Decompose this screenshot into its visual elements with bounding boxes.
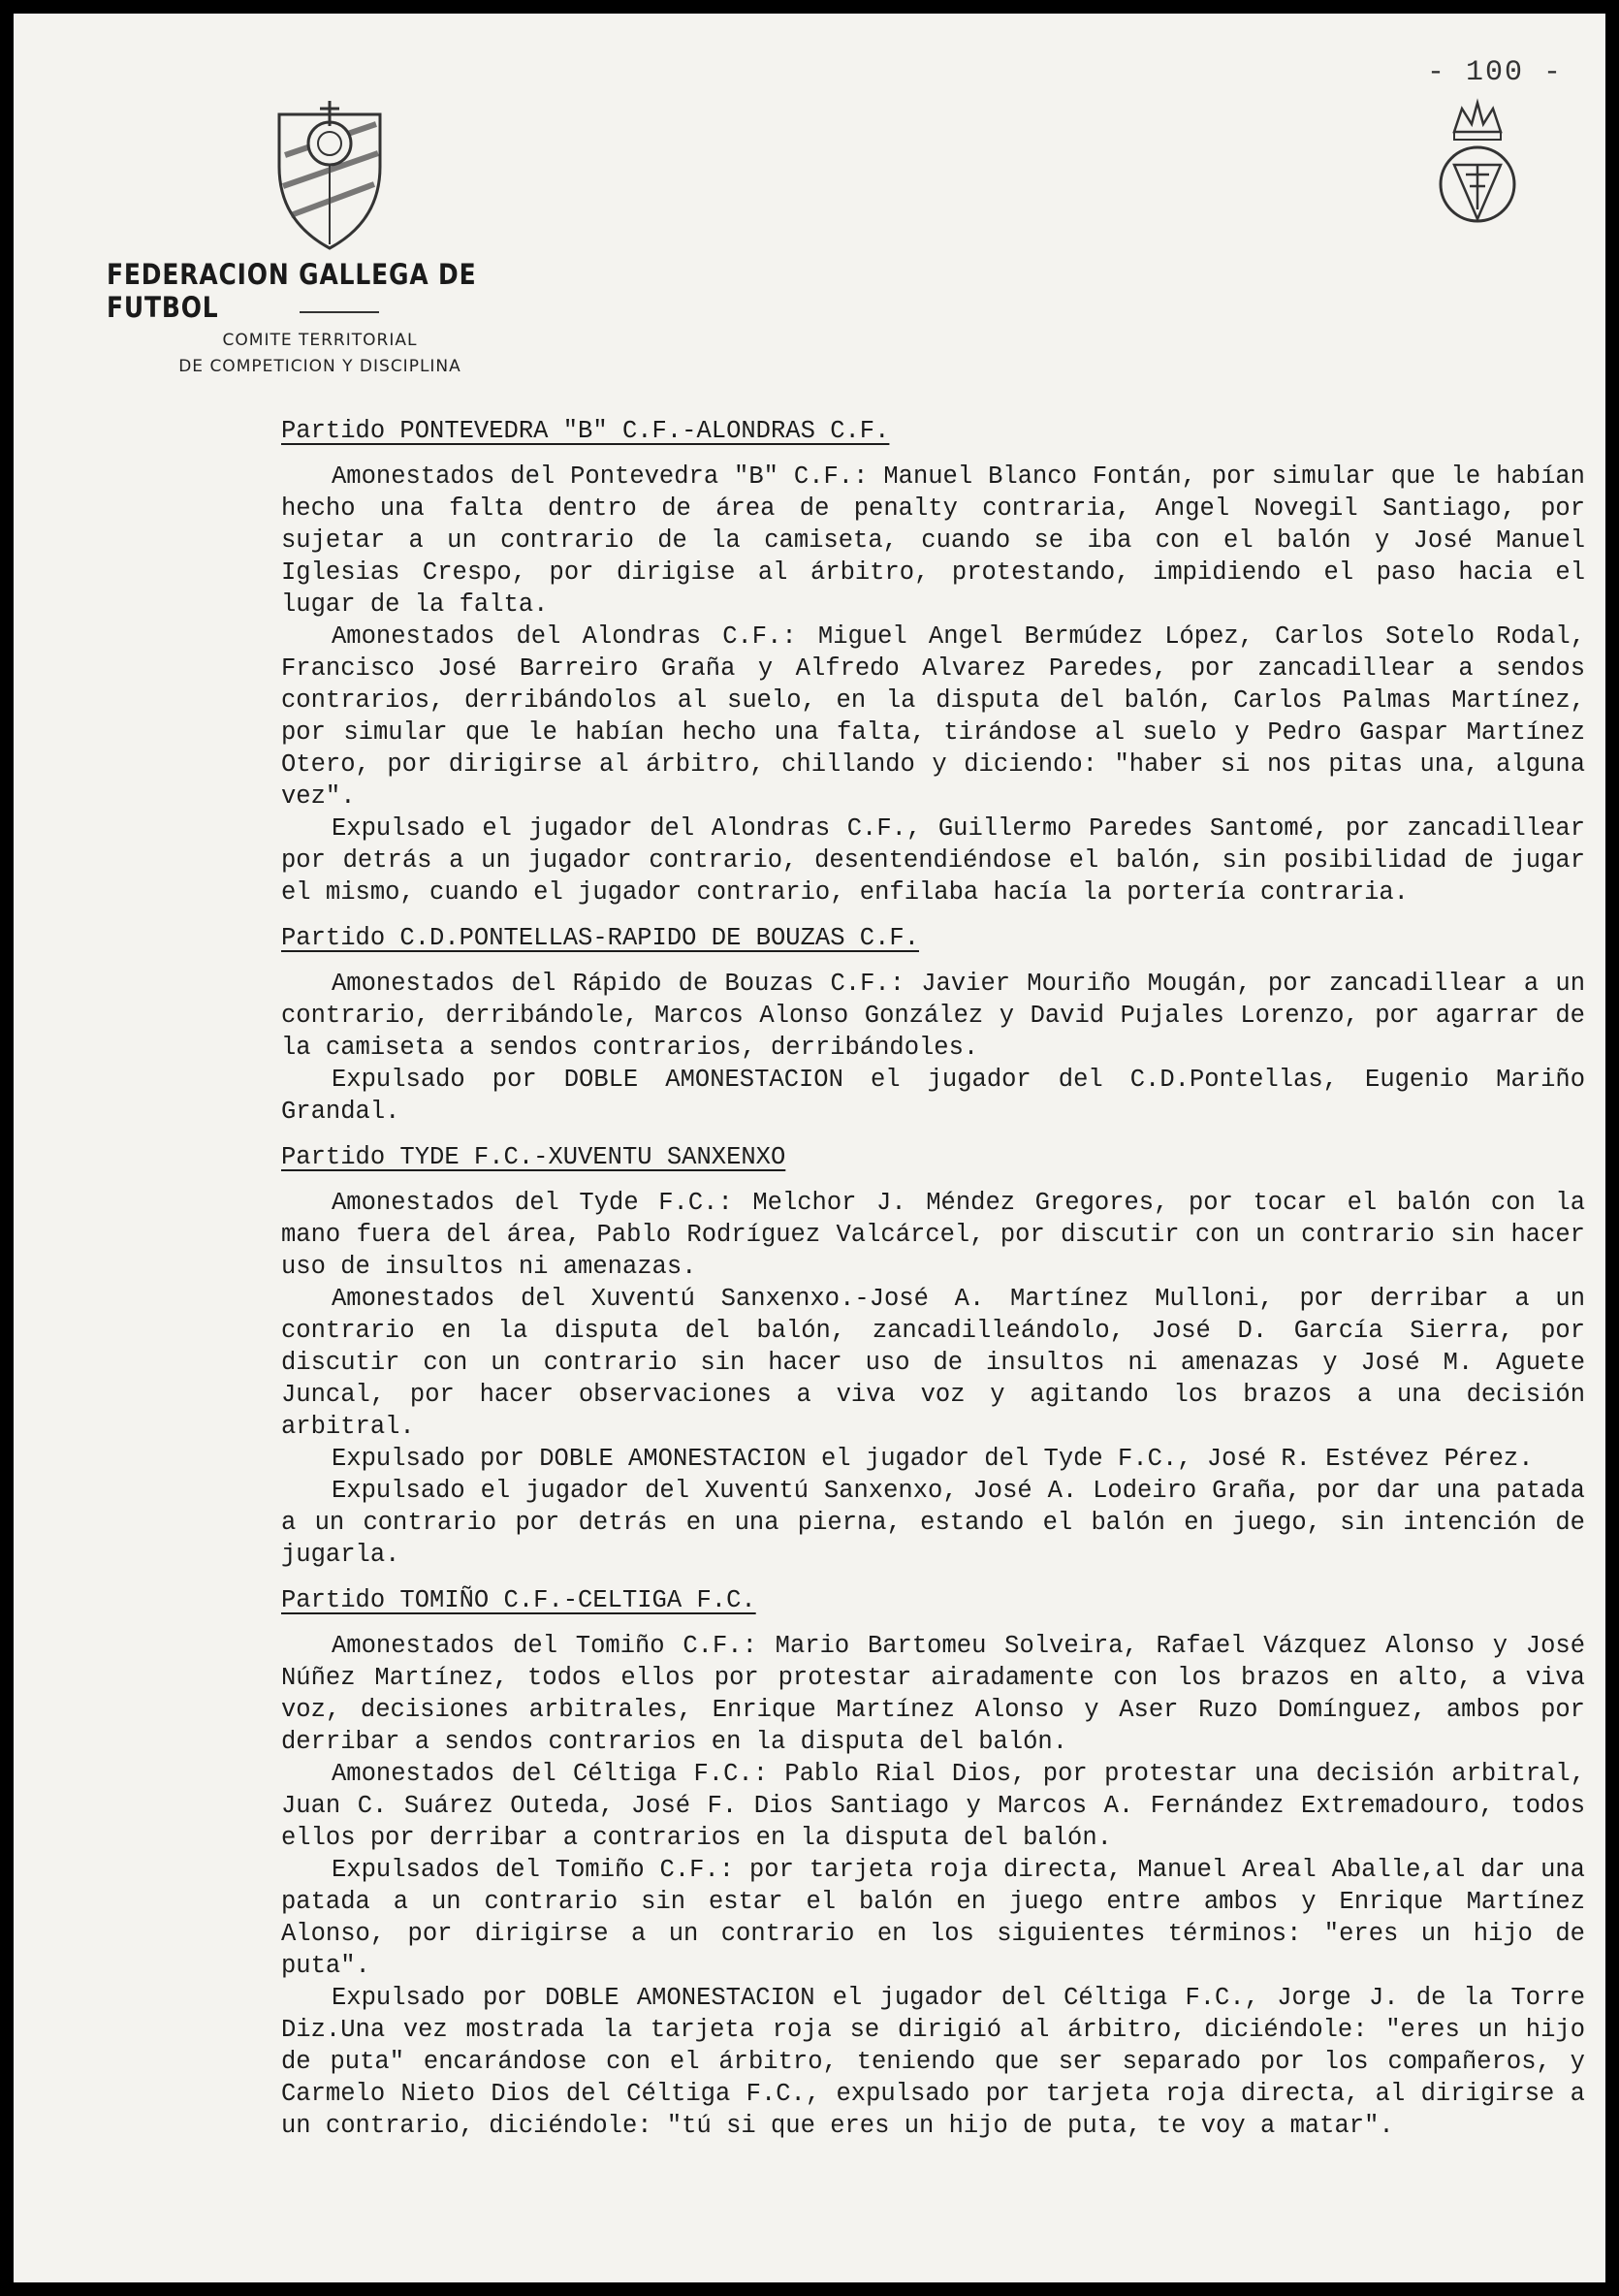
paragraph: Amonestados del Xuventú Sanxenxo.-José A. Martínez Mulloni, por derribar a un contrario en la disputa del balón, zancadilleándolo, José D. García Sierra, por discutir con un contrario sin hacer uso de insultos ni amenazas y José M. Aguete Juncal, por hacer observaciones a viva voz y agitando los brazos a una decisión arbitral. (281, 1285, 1585, 1441)
paragraph: Amonestados del Tyde F.C.: Melchor J. Méndez Gregores, por tocar el balón con la mano fuera del área, Pablo Rodríguez Valcárcel, por discutir con un contrario sin hacer uso de insultos ni amenazas. (281, 1189, 1585, 1281)
paragraph: Amonestados del Pontevedra "B" C.F.: Manuel Blanco Fontán, por simular que le habían hecho una falta dentro de área de penalty contraria, Angel Novegil Santiago, por sujetar a un contrario de la camiseta, cuando se iba con el balón y José Manuel Iglesias Crespo, por dirigise al árbitro, protestando, impidiendo el paso hacia el lugar de la falta. (281, 462, 1585, 619)
match-title: Partido TOMIÑO C.F.-CELTIGA F.C. (281, 1586, 756, 1614)
committee-name (97, 328, 543, 380)
paragraph: Expulsado por DOBLE AMONESTACION el jugador del Céltiga F.C., Jorge J. de la Torre Diz.Una vez mostrada la tarjeta roja se dirigió al árbitro, diciéndole: "eres un hijo de puta" encarándose con el árbitro, teniendo que ser separado por los compañeros, y Carmelo Nieto Dios del Céltiga F.C., expulsado por tarjeta roja directa, al dirigirse a un contrario, diciéndole: "tú si que eres un hijo de puta, te voy a matar". (281, 1984, 1585, 2140)
match-section (281, 415, 1585, 909)
paragraph: Expulsado por DOBLE AMONESTACION el jugador del Tyde F.C., José R. Estévez Pérez. (332, 1445, 1534, 1473)
match-section (281, 922, 1585, 1128)
match-section (281, 1584, 1585, 2142)
match-section (281, 1141, 1585, 1571)
paragraph: Expulsado por DOBLE AMONESTACION el jugador del C.D.Pontellas, Eugenio Mariño Grandal. (281, 1066, 1585, 1126)
match-title: Partido C.D.PONTELLAS-RAPIDO DE BOUZAS C.F. (281, 924, 920, 952)
paragraph: Amonestados del Tomiño C.F.: Mario Bartomeu Solveira, Rafael Vázquez Alonso y José Núñez Martínez, todos ellos por protestar airadamente con los brazos en alto, a viva voz, decisiones arbitrales, Enrique Martínez Alonso y Aser Ruzo Domínguez, ambos por derribar a sendos contrarios en la disputa del balón. (281, 1632, 1585, 1756)
paragraph: Expulsado el jugador del Xuventú Sanxenxo, José A. Lodeiro Graña, por dar una patada a un contrario por detrás en una pierna, estando el balón en juego, sin intención de jugarla. (281, 1477, 1585, 1569)
committee-line-2: DE COMPETICION Y DISCIPLINA (178, 357, 461, 376)
page-number: - 100 - (1426, 56, 1563, 89)
paragraph: Amonestados del Rápido de Bouzas C.F.: Javier Mouriño Mougán, por zancadillear a un contrario, derribándole, Marcos Alonso González y David Pujales Lorenzo, por agarrar de la camiseta a sendos contrarios, derribándoles. (281, 970, 1585, 1062)
match-title: Partido PONTEVEDRA "B" C.F.-ALONDRAS C.F. (281, 417, 890, 445)
federation-shield-icon (262, 97, 397, 252)
paragraph: Amonestados del Alondras C.F.: Miguel Angel Bermúdez López, Carlos Sotelo Rodal, Francisco José Barreiro Graña y Alfredo Alvarez Paredes, por zancadillear a sendos contrarios, derribándolos al suelo, en la disputa del balón, Carlos Palmas Martínez, por simular que le habían hecho una falta, tirándose al suelo y Pedro Gaspar Martínez Otero, por dirigirse al árbitro, chillando y diciendo: "haber si nos pitas una, alguna vez". (281, 622, 1585, 811)
paragraph: Expulsados del Tomiño C.F.: por tarjeta roja directa, Manuel Areal Aballe,al dar una patada a un contrario sin estar el balón en juego entre ambos y Enrique Martínez Alonso, por dirigirse a un contrario en los siguientes términos: "eres un hijo de puta". (281, 1856, 1585, 1980)
match-title: Partido TYDE F.C.-XUVENTU SANXENXO (281, 1143, 786, 1171)
paragraph: Amonestados del Céltiga F.C.: Pablo Rial Dios, por protestar una decisión arbitral, Juan C. Suárez Outeda, José F. Dios Santiago y Marcos A. Fernández Extremadouro, todos ellos por derribar a contrarios en la disputa del balón. (281, 1760, 1585, 1852)
crown-emblem-icon (1433, 95, 1522, 231)
document-body (281, 415, 1585, 2155)
paragraph: Expulsado el jugador del Alondras C.F., Guillermo Paredes Santomé, por zancadillear por detrás a un jugador contrario, desentendiéndose el balón, sin posibilidad de jugar el mismo, cuando el jugador contrario, enfilaba hacía la portería contraria. (281, 814, 1585, 907)
federation-name: FEDERACION GALLEGA DE FUTBOL (107, 258, 477, 324)
header-divider (300, 311, 379, 313)
committee-line-1: COMITE TERRITORIAL (222, 331, 418, 350)
